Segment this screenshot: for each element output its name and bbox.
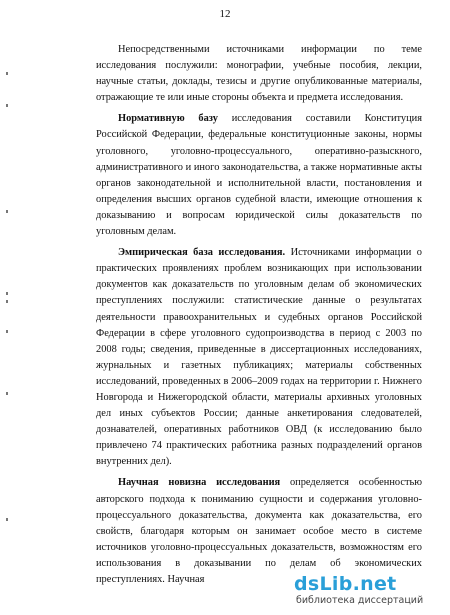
paragraph-text: определяется особенностью авторского подхода к пониманию сущности и содержания уголовно-процессуального доказательства, документа как доказательства, его свойств, благодаря которым он занимает особое место в системе источников уголовно-процессуальных доказательств, возможностям его использования в доказывании по делам об экономических преступлениях. Научная: [96, 477, 422, 585]
paragraph-empirical-base: [96, 245, 422, 470]
paragraph-lead: Эмпирическая база исследования.: [118, 247, 286, 259]
paragraph-sources: [96, 42, 422, 106]
paragraph-normative-base: [96, 111, 422, 240]
paragraph-text: Источниками информации о практических проявлениях проблем возникающих при использовании документов как доказательств по уголовным делам об экономических преступлениях послужили: статистические данные о результатах деятельности правоохранительных и судебных органов Российской Федерации в сфере уголовного судопроизводства в период с 2003 по 2008 годы; сведения, приведенные в диссертационных исследованиях, журнальных и газетных публикациях; материалы собственных исследований, проведенных в 2006–2009 годах на территории г. Нижнего Новгорода и Нижегородской области, материалы архивных уголовных дел иных субъектов России; данные анкетирования следователей, дознавателей, оперативных работников ОВД (к исследованию было привлечено 74 практических работника разных подразделений органов внутренних дел).: [96, 247, 422, 468]
document-body: [96, 42, 422, 588]
paragraph-text: Непосредственными источниками информации по теме исследования послужили: монографии, учебные пособия, лекции, научные статьи, доклады, тезисы и другие опубликованные материалы, отражающие те или иные стороны объекта и предмета исследования.: [96, 44, 422, 104]
paragraph-lead: Нормативную базу: [118, 113, 218, 125]
paragraph-lead: Научная новизна исследования: [118, 477, 281, 489]
scan-margin-marks: [6, 0, 10, 615]
page-number: 12: [219, 8, 231, 20]
watermark-logo: dsLib.net: [294, 573, 397, 595]
watermark: [294, 573, 444, 607]
watermark-subtitle: библиотека диссертаций: [296, 595, 424, 606]
paragraph-text: исследования составили Конституция Российской Федерации, федеральные конституционные законы, нормы уголовного, уголовно-процессуального, оперативно-разыскного, административного и иного законодательства, а также нормативные акты органов законодательной и исполнительной власти, постановления и определения высших органов судебной власти, имеющие отношения к доказыванию и вопросам юридической силы доказательств по уголовным делам.: [96, 113, 423, 238]
paragraph-scientific-novelty: [96, 475, 422, 588]
